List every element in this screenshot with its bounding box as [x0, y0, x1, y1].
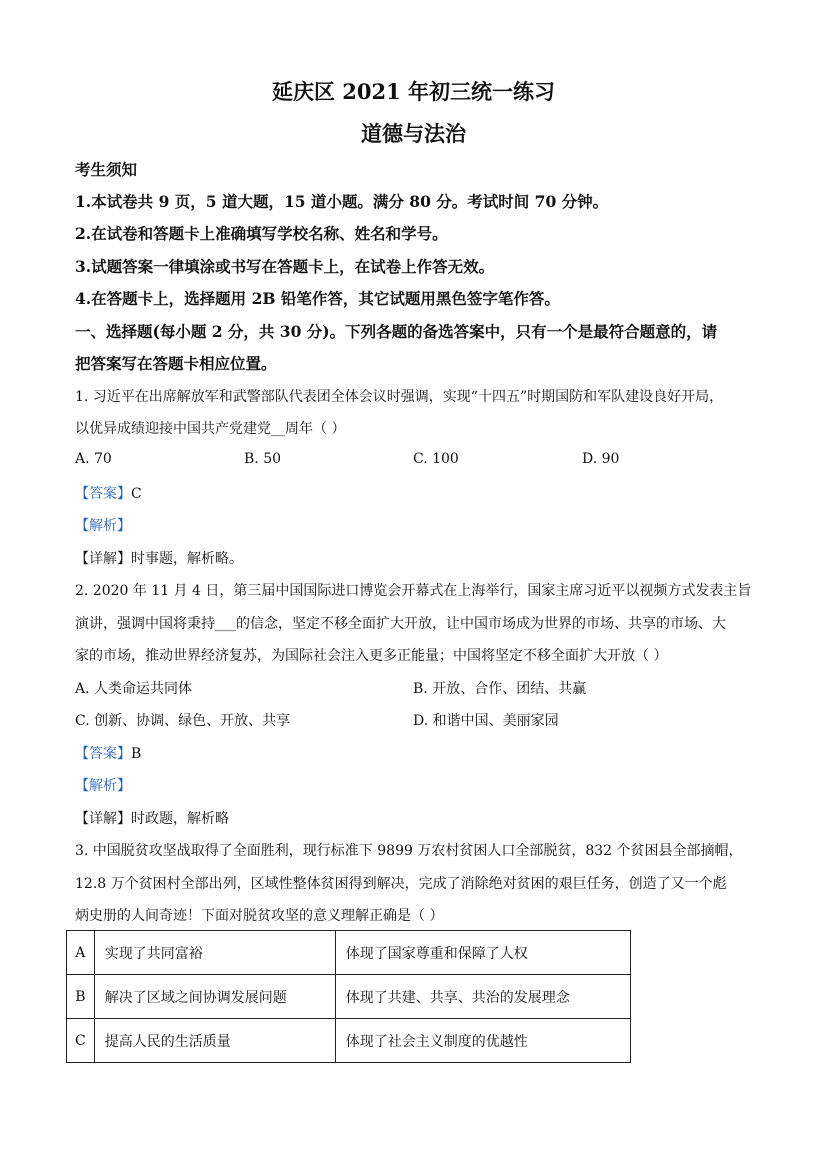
q1-option-b: B. 50 [244, 451, 282, 467]
subject-title: 道德与法治 [361, 121, 466, 146]
row-letter: B [67, 975, 95, 1019]
answer-value: B [131, 746, 142, 762]
answer-value: C [131, 486, 142, 502]
notice-item: 3.试题答案一律填涂或书写在答题卡上，在试卷上作答无效。 [75, 257, 495, 276]
q2-detail [75, 808, 229, 828]
exam-title: 延庆区 2021 年初三统一练习 [271, 79, 556, 104]
question-2-text: 演讲，强调中国将秉持___的信念，坚定不移全面扩大开放，让中国市场成为世界的市场、共享的市场、大 [75, 616, 726, 632]
notice-item: 4.在答题卡上，选择题用 2B 铅笔作答，其它试题用黑色签字笔作答。 [75, 289, 560, 308]
notice-item: 2.在试卷和答题卡上准确填写学校名称、姓名和学号。 [75, 224, 448, 243]
table-row [67, 931, 631, 975]
q3-options-table [66, 930, 631, 1063]
q1-analysis-label: 【解析】 [75, 518, 131, 534]
row-statement-1: 实现了共同富裕 [94, 931, 335, 975]
row-letter: A [67, 931, 95, 975]
notice-heading: 考生须知 [75, 160, 138, 179]
section-heading: 一、选择题(每小题 2 分，共 30 分)。下列各题的备选答案中，只有一个是最符合题意的，请 [75, 322, 718, 341]
answer-label: 【答案】 [75, 746, 131, 762]
table-row [67, 975, 631, 1019]
question-3-text: 3. 中国脱贫攻坚战取得了全面胜利，现行标准下 9899 万农村贫困人口全部脱贫，832 个贫困县全部摘帽， [75, 843, 743, 859]
question-1-text: 1. 习近平在出席解放军和武警部队代表团全体会议时强调，实现“十四五”时期国防和军队建设良好开局， [75, 389, 724, 405]
row-statement-2: 体现了国家尊重和保障了人权 [335, 931, 630, 975]
q2-option-d: D. 和谐中国、美丽家园 [413, 713, 559, 729]
q1-answer [75, 483, 142, 503]
detail-text: 时政题，解析略 [131, 811, 229, 827]
question-2-text: 家的市场，推动世界经济复苏，为国际社会注入更多正能量；中国将坚定不移全面扩大开放（ ） [75, 648, 668, 664]
notice-item: 1.本试卷共 9 页，5 道大题，15 道小题。满分 80 分。考试时间 70 分钟。 [75, 192, 609, 211]
q1-detail [75, 548, 243, 568]
detail-text: 时事题，解析略。 [131, 551, 243, 567]
q1-option-a: A. 70 [75, 451, 112, 467]
question-2-text: 2. 2020 年 11 月 4 日，第三届中国国际进口博览会开幕式在上海举行，国家主席习近平以视频方式发表主旨 [75, 583, 752, 599]
section-heading-cont: 把答案写在答题卡相应位置。 [75, 354, 277, 373]
row-statement-2: 体现了社会主义制度的优越性 [335, 1019, 630, 1063]
q2-option-a: A. 人类命运共同体 [75, 681, 193, 697]
question-1-text: 以优异成绩迎接中国共产党建党__周年（ ） [75, 421, 346, 437]
q2-option-c: C. 创新、协调、绿色、开放、共享 [75, 713, 291, 729]
q1-option-c: C. 100 [413, 451, 459, 467]
row-statement-1: 提高人民的生活质量 [94, 1019, 335, 1063]
q2-analysis-label: 【解析】 [75, 778, 131, 794]
row-statement-1: 解决了区域之间协调发展问题 [94, 975, 335, 1019]
answer-label: 【答案】 [75, 486, 131, 502]
question-3-text: 12.8 万个贫困村全部出列，区域性整体贫困得到解决，完成了消除绝对贫困的艰巨任务，创造了又一个彪 [75, 876, 727, 892]
q2-answer [75, 743, 141, 763]
q1-option-d: D. 90 [582, 451, 620, 467]
detail-label: 【详解】 [75, 811, 131, 827]
question-3-text: 炳史册的人间奇迹！下面对脱贫攻坚的意义理解正确是（ ） [75, 908, 444, 924]
row-letter: C [67, 1019, 95, 1063]
table-row [67, 1019, 631, 1063]
q2-option-b: B. 开放、合作、团结、共赢 [413, 681, 587, 697]
detail-label: 【详解】 [75, 551, 131, 567]
row-statement-2: 体现了共建、共享、共治的发展理念 [335, 975, 630, 1019]
